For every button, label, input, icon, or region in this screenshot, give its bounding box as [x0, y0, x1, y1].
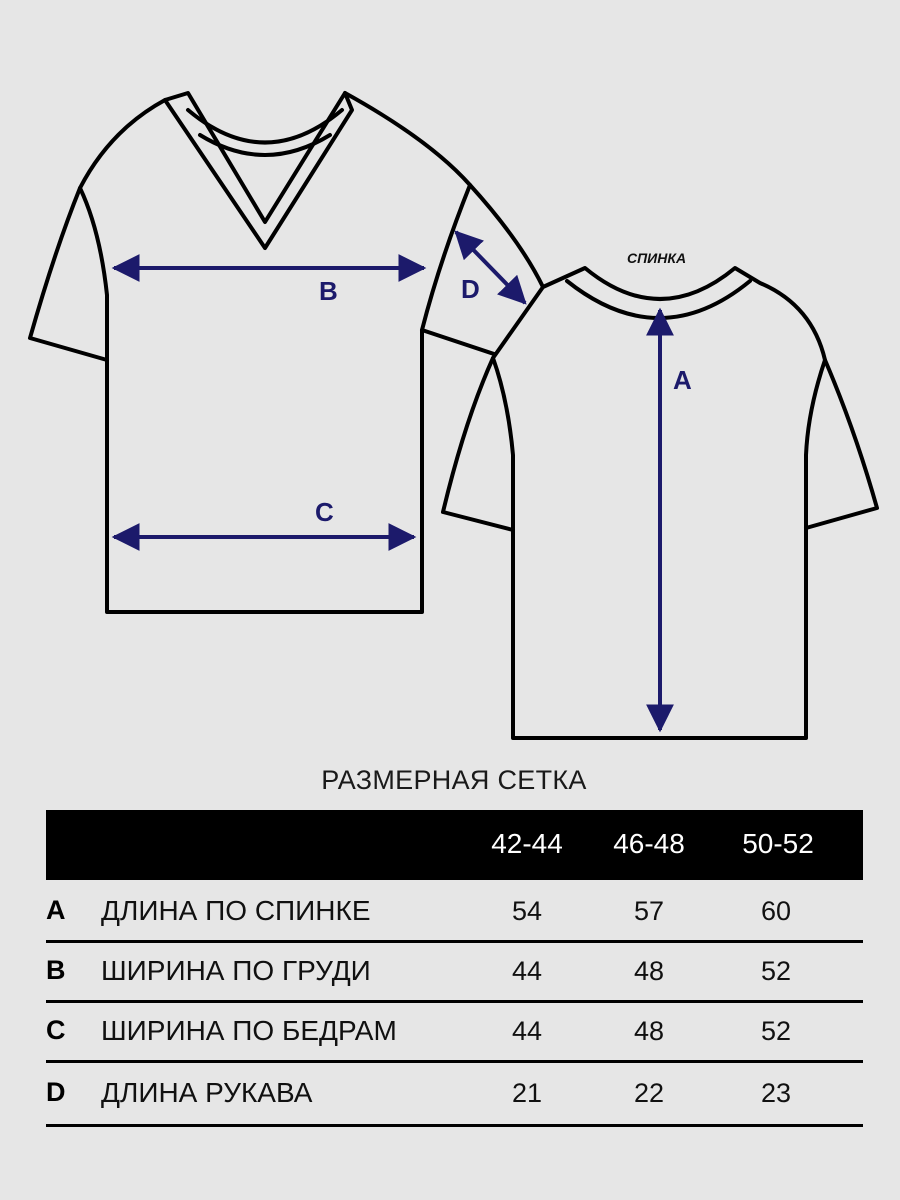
table-row: [46, 1003, 863, 1063]
row-value: 60: [760, 896, 792, 926]
row-code: B: [46, 955, 66, 985]
row-value: 54: [511, 896, 543, 926]
row-value: 21: [511, 1078, 543, 1108]
row-name: ШИРИНА ПО ГРУДИ: [101, 955, 371, 986]
row-name: ШИРИНА ПО БЕДРАМ: [101, 1015, 397, 1046]
row-value: 52: [760, 956, 792, 986]
row-value: 48: [633, 1016, 665, 1046]
row-code: A: [46, 895, 66, 925]
back-label: СПИНКА: [627, 250, 687, 266]
row-value: 48: [633, 956, 665, 986]
row-value: 23: [760, 1078, 792, 1108]
row-name: ДЛИНА РУКАВА: [101, 1077, 313, 1108]
table-row: [46, 943, 863, 1003]
row-value: 44: [511, 956, 543, 986]
row-value: 52: [760, 1016, 792, 1046]
header-size-3: 50-52: [742, 828, 814, 859]
label-c: C: [315, 497, 334, 527]
header-size-2: 46-48: [613, 828, 685, 859]
row-value: 22: [633, 1078, 665, 1108]
label-a: A: [673, 365, 692, 395]
size-table-header: [46, 810, 863, 880]
table-row: [46, 883, 863, 943]
label-b: B: [319, 276, 338, 306]
label-d: D: [461, 274, 480, 304]
front-tshirt: [30, 93, 543, 612]
row-code: C: [46, 1015, 66, 1045]
header-size-1: 42-44: [491, 828, 563, 859]
size-chart-title: РАЗМЕРНАЯ СЕТКА: [321, 765, 587, 795]
table-row: [46, 1065, 863, 1127]
row-value: 44: [511, 1016, 543, 1046]
row-name: ДЛИНА ПО СПИНКЕ: [101, 895, 371, 926]
row-value: 57: [633, 896, 665, 926]
row-code: D: [46, 1077, 66, 1107]
